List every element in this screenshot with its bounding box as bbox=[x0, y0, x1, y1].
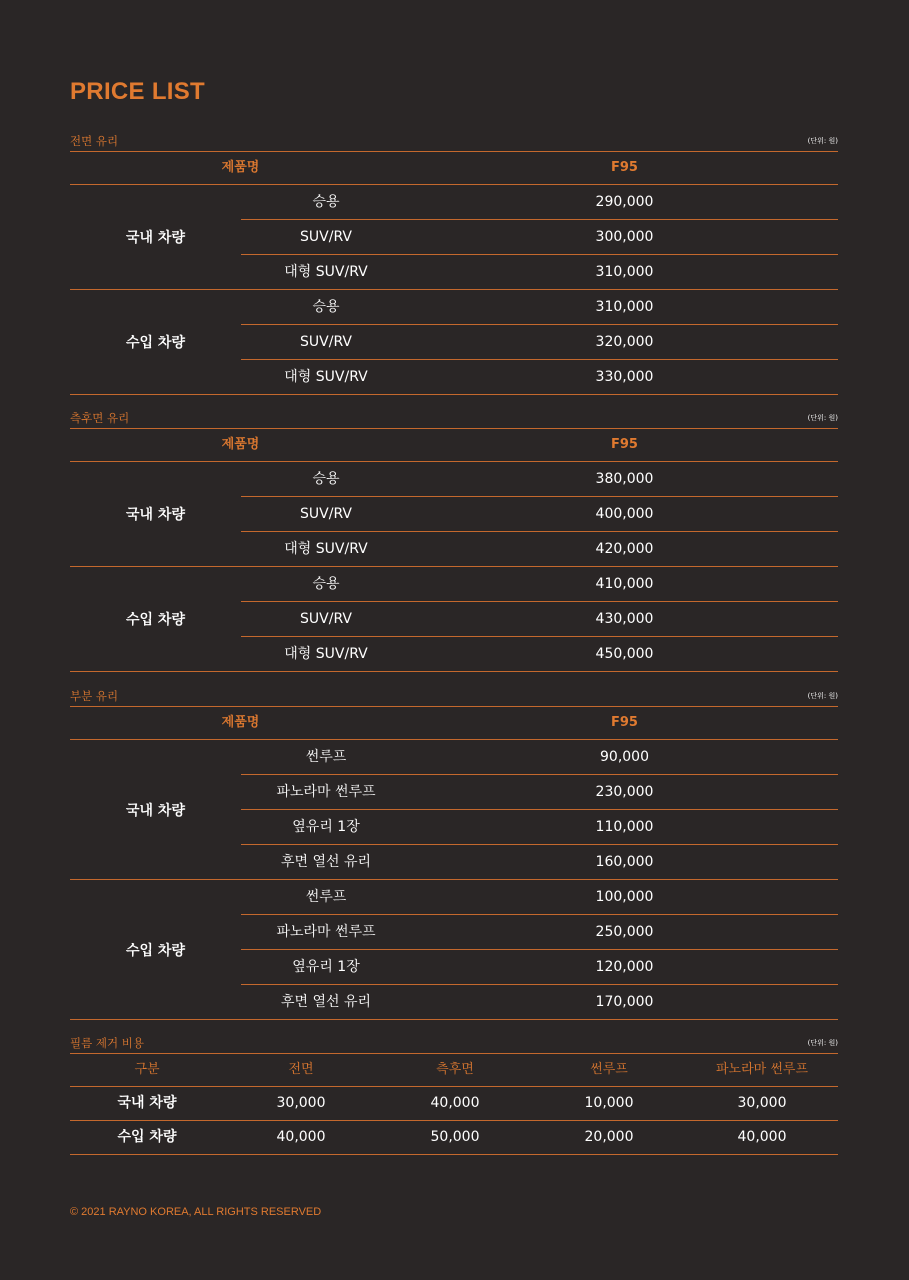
table-row bbox=[241, 567, 838, 602]
table-row bbox=[241, 740, 838, 775]
group-category: 국내 차량 bbox=[126, 507, 185, 523]
table-row bbox=[241, 602, 838, 637]
row-price: 230,000 bbox=[595, 784, 654, 800]
column-header: 전면 bbox=[288, 1062, 314, 1077]
row-name: SUV/RV bbox=[300, 611, 352, 627]
header-grade: F95 bbox=[611, 715, 638, 730]
table-row bbox=[241, 532, 838, 566]
row-name: 승용 bbox=[312, 194, 340, 210]
price-section-partial bbox=[70, 686, 838, 1020]
row-name: 파노라마 썬루프 bbox=[276, 784, 376, 800]
table-row bbox=[241, 985, 838, 1019]
group-domestic bbox=[70, 185, 838, 290]
unit-label: (단위: 원) bbox=[807, 1039, 838, 1047]
group-imported bbox=[70, 567, 838, 672]
row-price: 430,000 bbox=[595, 611, 654, 627]
row-price: 330,000 bbox=[595, 369, 654, 385]
table-header bbox=[70, 428, 838, 462]
header-grade: F95 bbox=[611, 437, 638, 452]
cell: 40,000 bbox=[430, 1095, 480, 1111]
section-title: 부분 유리 bbox=[70, 689, 119, 703]
table-header bbox=[70, 706, 838, 740]
removal-cost-section bbox=[70, 1033, 838, 1155]
header-grade: F95 bbox=[611, 160, 638, 175]
section-header bbox=[70, 408, 838, 428]
table-row bbox=[241, 462, 838, 497]
unit-label: (단위: 원) bbox=[807, 414, 838, 422]
row-name: SUV/RV bbox=[300, 506, 352, 522]
group-imported bbox=[70, 880, 838, 1020]
row-name: 후면 열선 유리 bbox=[280, 994, 372, 1010]
row-price: 250,000 bbox=[595, 924, 654, 940]
table-row bbox=[241, 497, 838, 532]
table-row bbox=[241, 915, 838, 950]
group-imported bbox=[70, 290, 838, 395]
row-price: 310,000 bbox=[595, 299, 654, 315]
price-section-front bbox=[70, 131, 838, 395]
row-price: 110,000 bbox=[595, 819, 654, 835]
row-name: 썬루프 bbox=[305, 749, 347, 765]
group-domestic bbox=[70, 740, 838, 880]
table-row bbox=[70, 1121, 838, 1155]
unit-label: (단위: 원) bbox=[807, 692, 838, 700]
row-name: 옆유리 1장 bbox=[292, 959, 360, 975]
table-row bbox=[241, 950, 838, 985]
table-row bbox=[241, 360, 838, 394]
group-category: 수입 차량 bbox=[126, 942, 185, 959]
row-price: 290,000 bbox=[595, 194, 654, 210]
column-header: 파노라마 썬루프 bbox=[715, 1062, 809, 1077]
cell: 20,000 bbox=[584, 1129, 634, 1145]
table-row bbox=[241, 255, 838, 289]
cell: 50,000 bbox=[430, 1129, 480, 1145]
row-price: 420,000 bbox=[595, 541, 654, 557]
row-label: 국내 차량 bbox=[117, 1095, 177, 1111]
copyright-footer: © 2021 RAYNO KOREA, ALL RIGHTS RESERVED bbox=[70, 1206, 322, 1218]
header-product: 제품명 bbox=[221, 160, 260, 175]
table-header bbox=[70, 1053, 838, 1087]
row-price: 170,000 bbox=[595, 994, 654, 1010]
table-row bbox=[241, 880, 838, 915]
section-title: 전면 유리 bbox=[70, 134, 119, 148]
header-product: 제품명 bbox=[221, 437, 260, 452]
unit-label: (단위: 원) bbox=[807, 137, 838, 145]
group-domestic bbox=[70, 462, 838, 567]
cell: 30,000 bbox=[737, 1095, 787, 1111]
row-name: SUV/RV bbox=[300, 229, 352, 245]
table-row bbox=[241, 637, 838, 671]
table-row bbox=[241, 845, 838, 879]
page-title: PRICE LIST bbox=[70, 78, 206, 105]
table-row bbox=[241, 220, 838, 255]
row-name: 썬루프 bbox=[305, 889, 347, 905]
row-price: 320,000 bbox=[595, 334, 654, 350]
row-label: 수입 차량 bbox=[117, 1129, 177, 1145]
row-name: 대형 SUV/RV bbox=[284, 264, 368, 280]
column-header: 썬루프 bbox=[590, 1062, 628, 1077]
table-row bbox=[241, 810, 838, 845]
group-category: 수입 차량 bbox=[126, 612, 185, 628]
row-price: 450,000 bbox=[595, 646, 654, 662]
row-name: 옆유리 1장 bbox=[292, 819, 360, 835]
group-category: 국내 차량 bbox=[126, 230, 185, 246]
row-name: SUV/RV bbox=[300, 334, 352, 350]
section-title: 필름 제거 비용 bbox=[70, 1036, 144, 1050]
table-row bbox=[241, 290, 838, 325]
table-row bbox=[70, 1087, 838, 1121]
column-header: 구분 bbox=[134, 1062, 160, 1077]
table-header bbox=[70, 151, 838, 185]
row-price: 400,000 bbox=[595, 506, 654, 522]
group-category: 수입 차량 bbox=[126, 335, 185, 351]
row-price: 120,000 bbox=[595, 959, 654, 975]
row-price: 410,000 bbox=[595, 576, 654, 592]
row-name: 승용 bbox=[312, 576, 340, 592]
row-name: 파노라마 썬루프 bbox=[276, 924, 376, 940]
section-title: 측후면 유리 bbox=[70, 411, 130, 425]
column-header: 측후면 bbox=[436, 1062, 474, 1077]
row-price: 100,000 bbox=[595, 889, 654, 905]
row-price: 160,000 bbox=[595, 854, 654, 870]
cell: 10,000 bbox=[584, 1095, 634, 1111]
row-price: 90,000 bbox=[600, 749, 649, 765]
table-row bbox=[241, 185, 838, 220]
table-row bbox=[241, 775, 838, 810]
cell: 40,000 bbox=[276, 1129, 326, 1145]
row-name: 승용 bbox=[312, 471, 340, 487]
row-price: 380,000 bbox=[595, 471, 654, 487]
cell: 40,000 bbox=[737, 1129, 787, 1145]
row-name: 대형 SUV/RV bbox=[284, 369, 368, 385]
section-header bbox=[70, 1033, 838, 1053]
row-price: 310,000 bbox=[595, 264, 654, 280]
section-header bbox=[70, 131, 838, 151]
header-product: 제품명 bbox=[221, 715, 260, 730]
group-category: 국내 차량 bbox=[126, 802, 185, 819]
table-row bbox=[241, 325, 838, 360]
row-name: 대형 SUV/RV bbox=[284, 541, 368, 557]
section-header bbox=[70, 686, 838, 706]
cell: 30,000 bbox=[276, 1095, 326, 1111]
row-name: 승용 bbox=[312, 299, 340, 315]
row-price: 300,000 bbox=[595, 229, 654, 245]
row-name: 대형 SUV/RV bbox=[284, 646, 368, 662]
row-name: 후면 열선 유리 bbox=[280, 854, 372, 870]
price-section-side-rear bbox=[70, 408, 838, 672]
